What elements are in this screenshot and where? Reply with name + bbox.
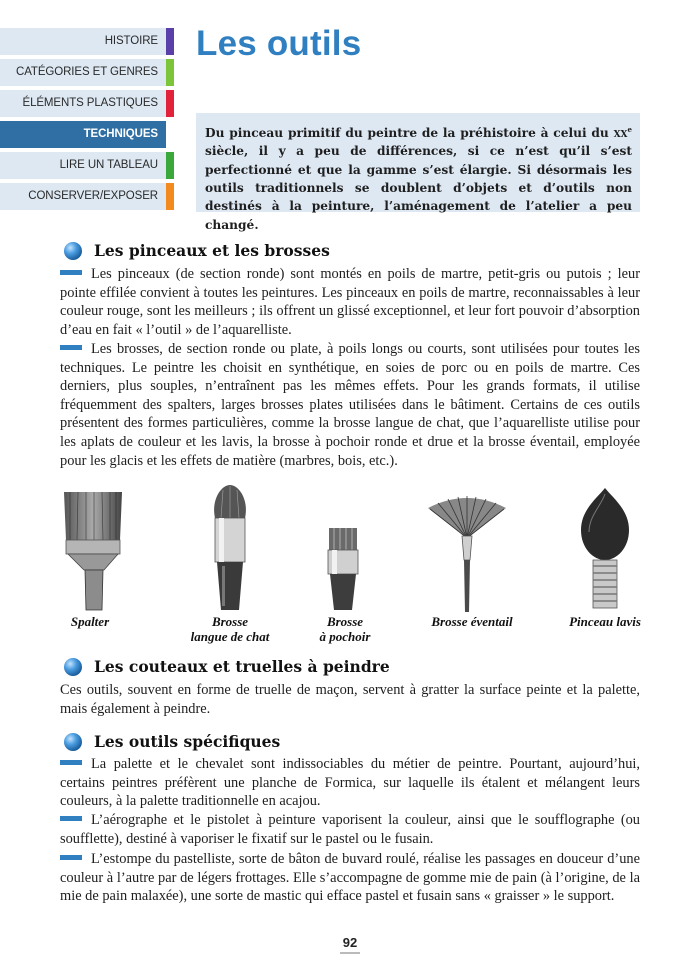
intro-century-sup: e <box>627 125 632 134</box>
paragraph-dash-icon <box>60 816 82 821</box>
nav-item-techniques[interactable] <box>0 121 174 148</box>
section-bullet-icon <box>64 658 82 676</box>
paragraph-text: L’estompe du pastelliste, sorte de bâton de buvard roulé, réalise les passages en douceur d’une couleur à l’autre par de légers frottages. Elle s’accompagne de gomme mie de pain (à l’origine, de la mie de pain malaxée), une sorte de mastic qui efface pastel et fusain sans « graisser » le support. <box>60 851 640 905</box>
tool-caption-stencil <box>295 615 395 644</box>
section-bullet-icon <box>64 242 82 260</box>
intro-box <box>196 113 640 232</box>
nav-color-marker <box>166 121 174 148</box>
nav-color-marker <box>166 152 174 179</box>
paragraph-brushes-2 <box>60 340 640 470</box>
intro-text-start: Du pinceau primitif du peintre de la préhistoire à celui du <box>205 126 614 141</box>
tool-caption-fan <box>412 615 532 630</box>
paragraph-dash-icon <box>60 760 82 765</box>
nav-color-marker <box>166 59 174 86</box>
nav-item-lire-tableau[interactable] <box>0 152 174 179</box>
paragraph-dash-icon <box>60 345 82 350</box>
wash-brush-icon <box>575 486 635 612</box>
section-title-brushes <box>64 241 330 260</box>
page-title: Les outils <box>196 24 362 63</box>
stencil-brush-icon <box>325 526 361 612</box>
paragraph-dash-icon <box>60 270 82 275</box>
paragraph-specific-2 <box>60 811 640 848</box>
caption-line1: Brosse éventail <box>431 614 513 629</box>
page-number: 92 <box>342 935 358 950</box>
section-title-text: Les outils spécifiques <box>94 732 281 751</box>
section-bullet-icon <box>64 733 82 751</box>
section-title-specific <box>64 732 280 751</box>
intro-century: xx <box>613 126 628 141</box>
paragraph-dash-icon <box>60 855 82 860</box>
nav-color-marker <box>166 28 174 55</box>
paragraph-text: La palette et le chevalet sont indissociables du métier de peintre. Pourtant, aujourd’hui, certains peintres préfèrent une planche de Formica, sur laquelle ils étalent et mélangent leurs couleurs, à la palette traditionnelle en acajou. <box>60 756 640 810</box>
spalter-icon <box>58 482 128 612</box>
intro-text-end: siècle, il y a peu de différences, si ce n’est qu’il s’est perfectionné et que la gamme s’est élargie. Si désormais les outils traditionnels se doublent d’objets et d’outils non destinés à la peinture, l’aménagement de l’atelier a peu changé. <box>205 144 632 232</box>
paragraph-text: L’aérographe et le pistolet à peinture vaporisent la couleur, ainsi que le soufflographe (ou soufflette), destiné à vaporiser le fixatif sur le pastel ou le fusain. <box>60 812 640 847</box>
cat-tongue-brush-icon <box>205 482 255 612</box>
tool-caption-wash <box>550 615 660 630</box>
paragraph-specific-1 <box>60 755 640 811</box>
paragraph-knives-1 <box>60 681 640 718</box>
nav-item-categories-genres[interactable] <box>0 59 174 86</box>
nav-item-histoire[interactable] <box>0 28 174 55</box>
paragraph-text: Ces outils, souvent en forme de truelle de maçon, servent à gratter la surface peinte et la palette, mais également à peindre. <box>60 682 640 717</box>
nav-color-marker <box>166 90 174 117</box>
caption-line1: Pinceau lavis <box>569 614 641 629</box>
caption-line1: Spalter <box>70 614 110 629</box>
chapter-navigation <box>0 28 174 214</box>
nav-item-label: CATÉGORIES ET GENRES <box>16 66 158 78</box>
caption-line1: Brosse <box>211 614 249 629</box>
caption-line2: à pochoir <box>319 628 371 644</box>
nav-item-label: ÉLÉMENTS PLASTIQUES <box>22 97 158 109</box>
caption-line2: langue de chat <box>190 628 270 644</box>
section-title-text: Les couteaux et truelles à peindre <box>94 657 390 676</box>
brush-illustrations <box>40 482 660 652</box>
nav-item-label: TECHNIQUES <box>83 128 158 140</box>
nav-item-label: HISTOIRE <box>104 35 158 47</box>
paragraph-text: Les brosses, de section ronde ou plate, à poils longs ou courts, sont utilisées pour toutes les techniques. Le peintre les choisit en synthétique, en soies de porc ou en poils de martre. Ces derniers, plus souples, n’entraînent pas les mêmes effets. Pour les grands formats, il utilise fréquemment des spalters, larges brosses plates utilisées dans le bâtiment. Certains de ces outils présentent des formes particulières, comme la brosse langue de chat, que l’aquarelliste utilise pour les aplats de couleur et les lavis, la brosse à pochoir ronde et drue et la brosse éventail, employée pour les glacis et les effets de matière (marbres, bois, etc.). <box>60 341 640 469</box>
paragraph-brushes-1 <box>60 265 640 339</box>
nav-item-conserver-exposer[interactable] <box>0 183 174 210</box>
tool-caption-cat-tongue <box>175 615 285 644</box>
section-title-knives <box>64 657 390 676</box>
page-number-underline <box>340 952 360 954</box>
nav-item-label: CONSERVER/EXPOSER <box>28 190 158 202</box>
tool-caption-spalter <box>40 615 140 630</box>
section-title-text: Les pinceaux et les brosses <box>94 241 330 260</box>
caption-line1: Brosse <box>326 614 364 629</box>
nav-item-label: LIRE UN TABLEAU <box>59 159 158 171</box>
nav-item-elements-plastiques[interactable] <box>0 90 174 117</box>
nav-color-marker <box>166 183 174 210</box>
paragraph-specific-3 <box>60 850 640 906</box>
paragraph-text: Les pinceaux (de section ronde) sont montés en poils de martre, petit-gris ou putois ; leur pointe effilée convient à toutes les peintures. Les pinceaux en poils de martre, reconnaissables à leur couleur rouge, sont les meilleurs ; ils offrent un glissé exceptionnel, et leur fort pouvoir d’absorption d’eau en fait « l’outil » de l’aquarelliste. <box>60 266 640 338</box>
fan-brush-icon <box>422 494 512 614</box>
